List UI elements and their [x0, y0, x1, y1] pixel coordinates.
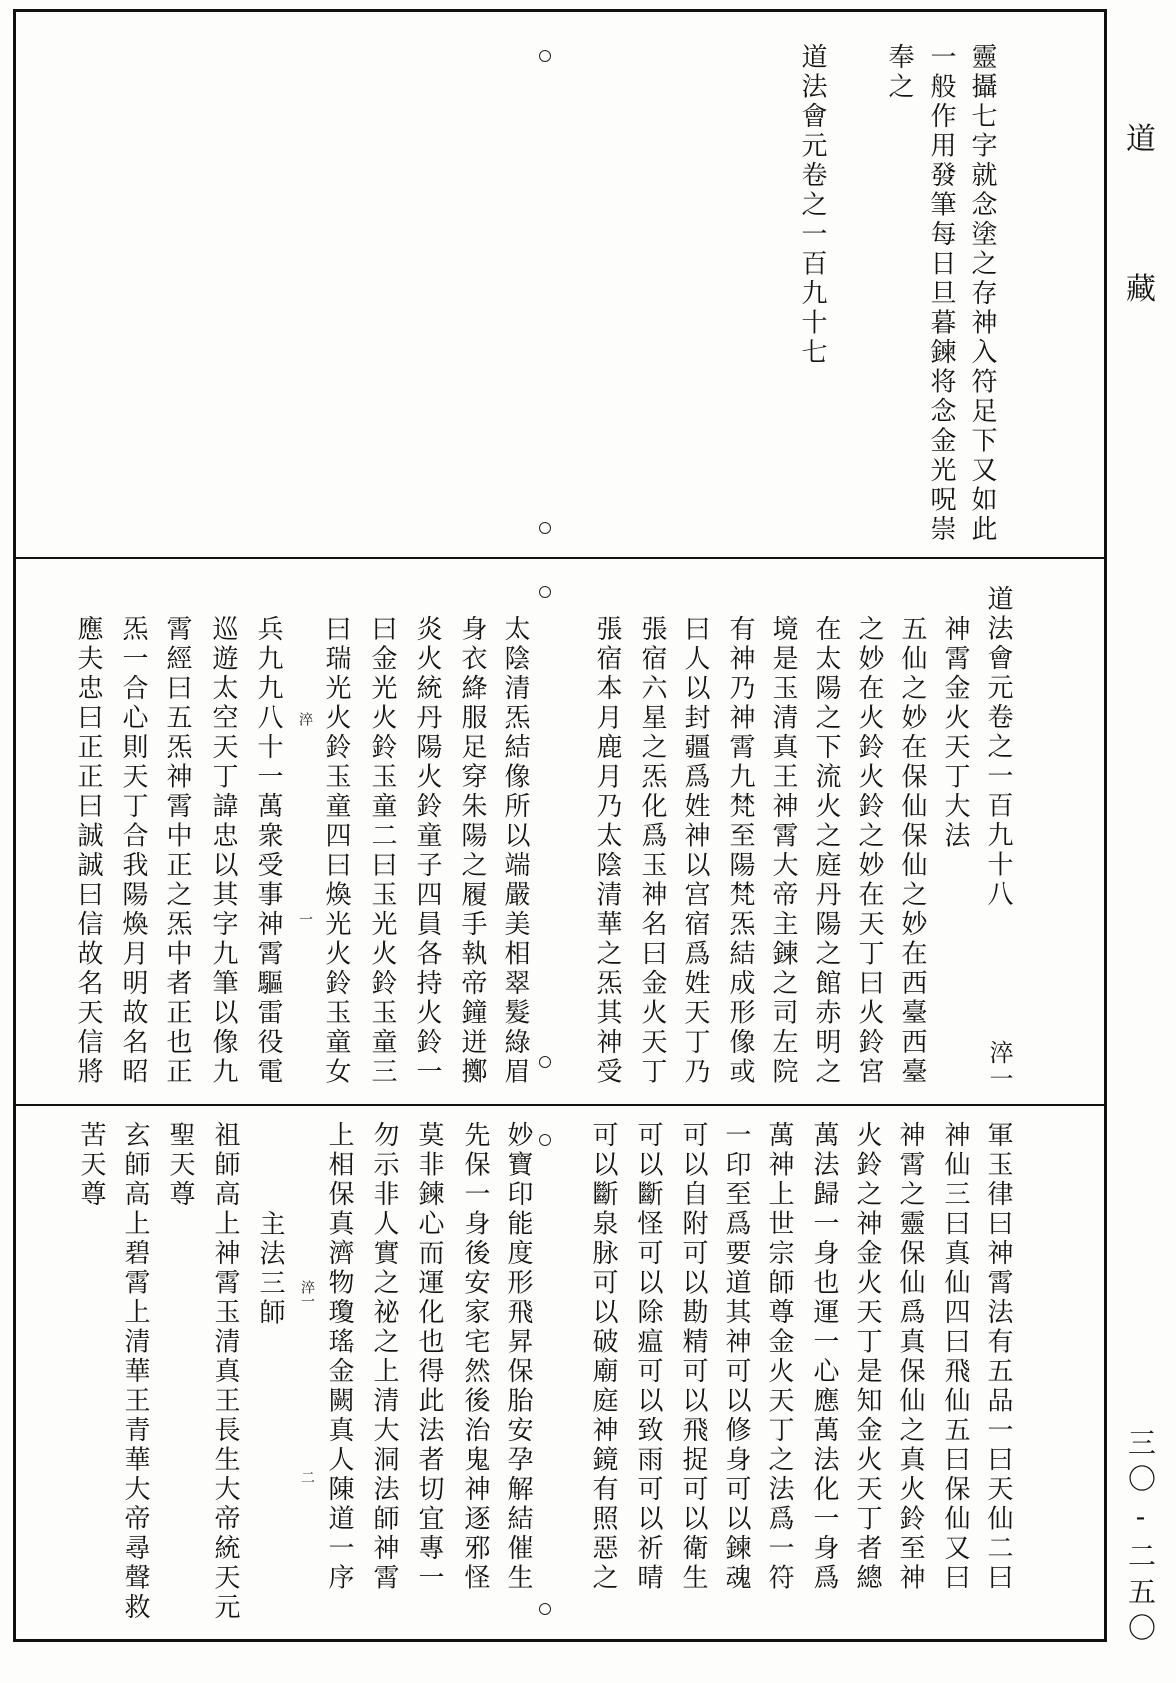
binding-hole-mark [539, 1134, 551, 1146]
text-column: 奉之 [884, 43, 914, 102]
text-column: 苦天尊 [76, 1121, 106, 1210]
text-column: 萬法歸一身也運一心應萬法化一身爲 [809, 1121, 839, 1593]
text-column: 炁一合心則天丁合我陽煥月明故名昭 [118, 614, 148, 1087]
binding-hole-mark [539, 586, 551, 598]
text-column: 炎火統丹陽火鈴童子四員各持火鈴一 [412, 614, 442, 1087]
fold-mark: 二 [299, 1470, 315, 1484]
binding-hole-mark [539, 1603, 551, 1615]
text-column: 一般作用發筆每日旦暮鍊将念金光呪崇 [926, 43, 956, 545]
text-column: 萬神上世宗師尊金火天丁之法爲一符 [764, 1121, 794, 1593]
volume-title-mark: 淬一 [985, 1040, 1013, 1092]
text-column: 靈攝七字就念塗之存神入符足下又如此 [967, 43, 997, 545]
text-column: 在太陽之下流火之庭丹陽之館赤明之 [811, 614, 841, 1087]
text-column: 祖師高上神霄玉清真王長生大帝統天元 [210, 1121, 240, 1623]
text-column: 應夫忠曰正正曰誠誠曰信故名天信將 [73, 614, 103, 1087]
section-heading: 神霄金火天丁大法 [940, 614, 970, 851]
volume-title: 道法會元卷之一百九十八 [983, 585, 1013, 910]
fold-mark: 淬一 [299, 1280, 315, 1308]
text-column: 可以斷怪可以除瘟可以致雨可以祈晴 [633, 1121, 663, 1593]
text-column: 先保一身後安家宅然後治鬼神逐邪怪 [460, 1121, 490, 1593]
text-column: 曰人以封疆爲姓神以宫宿爲姓天丁乃 [680, 614, 710, 1087]
collection-title-char: 道 [1126, 122, 1156, 157]
fold-mark: 一 [297, 912, 313, 926]
text-column: 勿示非人實之祕之上清大洞法師神霄 [369, 1121, 399, 1593]
text-column: 神霄之靈保仙爲真保仙之真火鈴至神 [895, 1121, 925, 1593]
fold-mark: 淬 [297, 712, 313, 726]
volume-end-title: 道法會元卷之一百九十七 [797, 43, 827, 368]
binding-hole-mark [539, 50, 551, 62]
text-column: 兵九九八十一萬衆受事神霄驅雷役電 [253, 614, 283, 1087]
text-column: 上相保真濟物瓊瑤金闕真人陳道一序 [324, 1121, 354, 1593]
text-column: 妙寶印能度形飛昇保胎安孕解結催生 [503, 1121, 533, 1593]
text-column: 身衣絳服足穿朱陽之履手執帝鐘迸擲 [457, 614, 487, 1087]
text-column: 軍玉律曰神霄法有五品一曰天仙二曰 [983, 1121, 1013, 1593]
text-column: 玄師高上碧霄上清華王青華大帝尋聲救 [120, 1121, 150, 1623]
text-column: 聖天尊 [165, 1121, 195, 1210]
page-number: 三〇-二五〇 [1124, 1428, 1157, 1649]
text-column: 巡遊太空天丁諱忠以其字九筆以像九 [208, 614, 238, 1087]
text-column: 曰瑞光火鈴玉童四曰煥光火鈴玉童女 [321, 614, 351, 1087]
text-column: 有神乃神霄九梵至陽梵炁結成形像或 [725, 614, 755, 1087]
text-column: 太陰清炁結像所以端嚴美相翠髮綠眉 [500, 614, 530, 1087]
text-column: 一印至爲要道其神可以修身可以鍊魂 [721, 1121, 751, 1593]
panel-divider [13, 557, 1107, 559]
text-column: 五仙之妙在保仙保仙之妙在西臺西臺 [897, 614, 927, 1087]
text-column: 霄經曰五炁神霄中正之炁中者正也正 [162, 614, 192, 1087]
text-column: 張宿本月鹿月乃太陰清華之炁其神受 [592, 614, 622, 1087]
text-column: 神仙三曰真仙四曰飛仙五曰保仙又曰 [940, 1121, 970, 1593]
text-column: 可以斷泉脉可以破廟庭神鏡有照惡之 [588, 1121, 618, 1593]
text-column: 之妙在火鈴火鈴之妙在天丁曰火鈴宮 [854, 614, 884, 1087]
text-column: 火鈴之神金火天丁是知金火天丁者總 [852, 1121, 882, 1593]
text-column: 曰金光火鈴玉童二曰玉光火鈴玉童三 [367, 614, 397, 1087]
text-column: 境是玉清真王神霄大帝主鍊之司左院 [768, 614, 798, 1087]
collection-title-char: 藏 [1126, 272, 1156, 307]
text-column: 可以自附可以勘精可以飛捉可以衛生 [678, 1121, 708, 1593]
binding-hole-mark [539, 522, 551, 534]
text-column: 張宿六星之炁化爲玉神名曰金火天丁 [637, 614, 667, 1087]
section-heading: 主法三師 [255, 1209, 285, 1328]
text-column: 莫非鍊心而運化也得此法者切宜專一 [414, 1121, 444, 1593]
panel-divider [13, 1104, 1107, 1106]
binding-hole-mark [539, 1056, 551, 1068]
